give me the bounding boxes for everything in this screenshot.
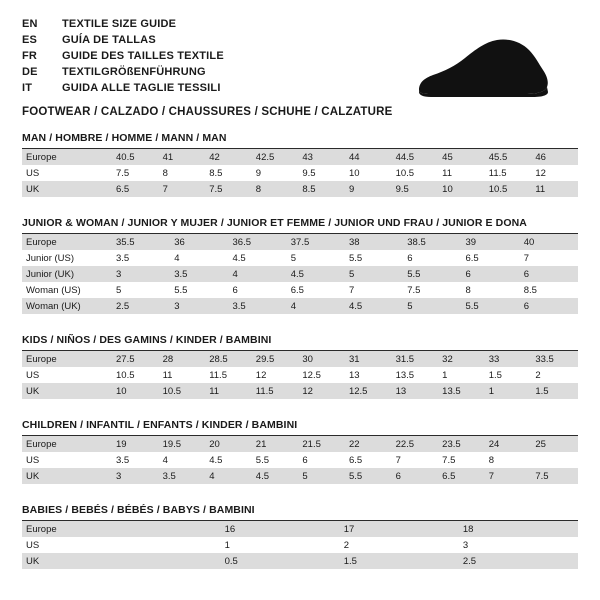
language-code: ES: [22, 34, 38, 46]
cell: 7: [520, 250, 578, 266]
table-row: [22, 149, 578, 165]
cell: 7: [159, 181, 206, 197]
cell: 11: [438, 165, 485, 181]
cell: 9: [345, 181, 392, 197]
cell: 12: [531, 165, 578, 181]
cell: 16: [221, 521, 340, 537]
cell: 9: [252, 165, 299, 181]
cell: 7: [392, 452, 439, 468]
cell: 1: [438, 367, 485, 383]
row-label: Junior (UK): [22, 266, 112, 282]
cell: 3.5: [170, 266, 228, 282]
language-title: TEXTILGRÖßENFÜHRUNG: [62, 66, 206, 78]
table-row: [22, 383, 578, 399]
cell: 33.5: [531, 351, 578, 367]
language-code: EN: [22, 18, 38, 30]
cell: 7: [345, 282, 403, 298]
cell: 1.5: [531, 383, 578, 399]
cell: 6: [298, 452, 345, 468]
group-babies: [22, 504, 578, 569]
cell: 12: [252, 367, 299, 383]
row-label: UK: [22, 181, 112, 197]
cell: [531, 452, 578, 468]
cell: 9.5: [298, 165, 345, 181]
cell: 2: [531, 367, 578, 383]
cell: 37.5: [287, 234, 345, 250]
cell: 13: [345, 367, 392, 383]
cell: 7.5: [438, 452, 485, 468]
cell: 5.5: [403, 266, 461, 282]
cell: 7.5: [112, 165, 159, 181]
row-label: Europe: [22, 351, 112, 367]
cell: 13.5: [392, 367, 439, 383]
dress-shoe-icon: [375, 30, 550, 102]
group-children: [22, 419, 578, 484]
cell: 13.5: [438, 383, 485, 399]
cell: 3.5: [112, 452, 159, 468]
cell: 46: [531, 149, 578, 165]
group-title: MAN / HOMBRE / HOMME / MANN / MAN: [22, 132, 578, 149]
size-table-junior-woman: [22, 234, 578, 314]
cell: 2.5: [112, 298, 170, 314]
cell: 45.5: [485, 149, 532, 165]
group-man: [22, 132, 578, 197]
table-row: [22, 367, 578, 383]
cell: 12.5: [298, 367, 345, 383]
cell: 1: [221, 537, 340, 553]
cell: 13: [392, 383, 439, 399]
cell: 7.5: [531, 468, 578, 484]
cell: 36: [170, 234, 228, 250]
cell: 6: [392, 468, 439, 484]
cell: 22: [345, 436, 392, 452]
cell: 32: [438, 351, 485, 367]
cell: 38: [345, 234, 403, 250]
cell: 11: [159, 367, 206, 383]
row-label: Europe: [22, 436, 112, 452]
size-table-kids: [22, 351, 578, 399]
cell: 44: [345, 149, 392, 165]
cell: 6.5: [287, 282, 345, 298]
cell: 3: [459, 537, 578, 553]
cell: 29.5: [252, 351, 299, 367]
cell: 5: [287, 250, 345, 266]
cell: 8.5: [520, 282, 578, 298]
language-title: GUIDE DES TAILLES TEXTILE: [62, 50, 224, 62]
cell: 3.5: [159, 468, 206, 484]
cell: 10.5: [392, 165, 439, 181]
cell: 0.5: [221, 553, 340, 569]
cell: 40.5: [112, 149, 159, 165]
cell: 10: [112, 383, 159, 399]
table-row: [22, 250, 578, 266]
cell: 42.5: [252, 149, 299, 165]
cell: 38.5: [403, 234, 461, 250]
cell: 41: [159, 149, 206, 165]
cell: 4.5: [205, 452, 252, 468]
cell: 8: [485, 452, 532, 468]
cell: 19.5: [159, 436, 206, 452]
cell: 12: [298, 383, 345, 399]
cell: 6: [403, 250, 461, 266]
cell: 4: [159, 452, 206, 468]
cell: 28: [159, 351, 206, 367]
cell: 8.5: [298, 181, 345, 197]
cell: 5.5: [345, 250, 403, 266]
cell: 3: [112, 468, 159, 484]
cell: 4.5: [345, 298, 403, 314]
cell: 10.5: [485, 181, 532, 197]
cell: 11.5: [252, 383, 299, 399]
cell: 2.5: [459, 553, 578, 569]
cell: 3: [112, 266, 170, 282]
language-code: FR: [22, 50, 38, 62]
cell: 5.5: [345, 468, 392, 484]
cell: 22.5: [392, 436, 439, 452]
group-title: CHILDREN / INFANTIL / ENFANTS / KINDER / BAMBINI: [22, 419, 578, 436]
language-title: TEXTILE SIZE GUIDE: [62, 18, 177, 30]
size-table-children: [22, 436, 578, 484]
language-title: GUÍA DE TALLAS: [62, 34, 156, 46]
row-label: US: [22, 452, 112, 468]
cell: 44.5: [392, 149, 439, 165]
table-row: [22, 282, 578, 298]
cell: 3.5: [229, 298, 287, 314]
row-label: Europe: [22, 234, 112, 250]
cell: 10: [345, 165, 392, 181]
table-row: [22, 298, 578, 314]
cell: 8: [462, 282, 520, 298]
cell: 18: [459, 521, 578, 537]
cell: 8: [159, 165, 206, 181]
cell: 28.5: [205, 351, 252, 367]
table-row: [22, 181, 578, 197]
cell: 10: [438, 181, 485, 197]
cell: 4.5: [252, 468, 299, 484]
cell: 2: [340, 537, 459, 553]
row-label: US: [22, 165, 112, 181]
cell: 8.5: [205, 165, 252, 181]
cell: 3.5: [112, 250, 170, 266]
cell: 36.5: [229, 234, 287, 250]
cell: 40: [520, 234, 578, 250]
cell: 35.5: [112, 234, 170, 250]
cell: 4: [205, 468, 252, 484]
cell: 6.5: [462, 250, 520, 266]
table-row: [22, 452, 578, 468]
cell: 7: [485, 468, 532, 484]
cell: 20: [205, 436, 252, 452]
table-row: [22, 351, 578, 367]
cell: 6: [462, 266, 520, 282]
row-label: UK: [22, 383, 112, 399]
group-title: BABIES / BEBÉS / BÉBÉS / BABYS / BAMBINI: [22, 504, 578, 521]
cell: 23.5: [438, 436, 485, 452]
cell: 27.5: [112, 351, 159, 367]
cell: 25: [531, 436, 578, 452]
cell: 31: [345, 351, 392, 367]
table-row: [22, 165, 578, 181]
table-row: [22, 537, 578, 553]
table-row: [22, 266, 578, 282]
table-row: [22, 436, 578, 452]
cell: 6.5: [112, 181, 159, 197]
language-code: DE: [22, 66, 38, 78]
cell: 17: [340, 521, 459, 537]
cell: 24: [485, 436, 532, 452]
cell: 10.5: [159, 383, 206, 399]
cell: 6: [520, 266, 578, 282]
group-title: JUNIOR & WOMAN / JUNIOR Y MUJER / JUNIOR ET FEMME / JUNIOR UND FRAU / JUNIOR E DONA: [22, 217, 578, 234]
cell: 43: [298, 149, 345, 165]
cell: 3: [170, 298, 228, 314]
cell: 6.5: [345, 452, 392, 468]
size-table-babies: [22, 521, 578, 569]
cell: 5: [112, 282, 170, 298]
cell: 4: [287, 298, 345, 314]
cell: 5.5: [462, 298, 520, 314]
cell: 1.5: [485, 367, 532, 383]
cell: 6: [520, 298, 578, 314]
cell: 30: [298, 351, 345, 367]
cell: 7.5: [403, 282, 461, 298]
cell: 31.5: [392, 351, 439, 367]
cell: 8: [252, 181, 299, 197]
table-row: [22, 468, 578, 484]
cell: 4: [170, 250, 228, 266]
category-heading: FOOTWEAR / CALZADO / CHAUSSURES / SCHUHE / CALZATURE: [22, 106, 393, 118]
cell: 4.5: [287, 266, 345, 282]
cell: 21.5: [298, 436, 345, 452]
cell: 1.5: [340, 553, 459, 569]
row-label: UK: [22, 553, 221, 569]
row-label: Europe: [22, 149, 112, 165]
language-title: GUIDA ALLE TAGLIE TESSILI: [62, 82, 221, 94]
row-label: Europe: [22, 521, 221, 537]
cell: 6.5: [438, 468, 485, 484]
cell: 5: [298, 468, 345, 484]
row-label: UK: [22, 468, 112, 484]
cell: 19: [112, 436, 159, 452]
cell: 5.5: [170, 282, 228, 298]
document-header: [22, 16, 578, 118]
row-label: US: [22, 537, 221, 553]
cell: 10.5: [112, 367, 159, 383]
cell: 5.5: [252, 452, 299, 468]
group-kids: [22, 334, 578, 399]
table-row: [22, 521, 578, 537]
cell: 21: [252, 436, 299, 452]
size-table-man: [22, 149, 578, 197]
cell: 6: [229, 282, 287, 298]
cell: 11.5: [485, 165, 532, 181]
row-label: Woman (US): [22, 282, 112, 298]
group-junior-woman: [22, 217, 578, 314]
cell: 45: [438, 149, 485, 165]
row-label: US: [22, 367, 112, 383]
language-code: IT: [22, 82, 33, 94]
row-label: Woman (UK): [22, 298, 112, 314]
row-label: Junior (US): [22, 250, 112, 266]
cell: 5: [345, 266, 403, 282]
cell: 4.5: [229, 250, 287, 266]
cell: 33: [485, 351, 532, 367]
cell: 11.5: [205, 367, 252, 383]
cell: 1: [485, 383, 532, 399]
cell: 4: [229, 266, 287, 282]
cell: 12.5: [345, 383, 392, 399]
cell: 42: [205, 149, 252, 165]
table-row: [22, 553, 578, 569]
cell: 5: [403, 298, 461, 314]
cell: 11: [205, 383, 252, 399]
group-title: KIDS / NIÑOS / DES GAMINS / KINDER / BAMBINI: [22, 334, 578, 351]
cell: 9.5: [392, 181, 439, 197]
table-row: [22, 234, 578, 250]
cell: 39: [462, 234, 520, 250]
cell: 7.5: [205, 181, 252, 197]
cell: 11: [531, 181, 578, 197]
